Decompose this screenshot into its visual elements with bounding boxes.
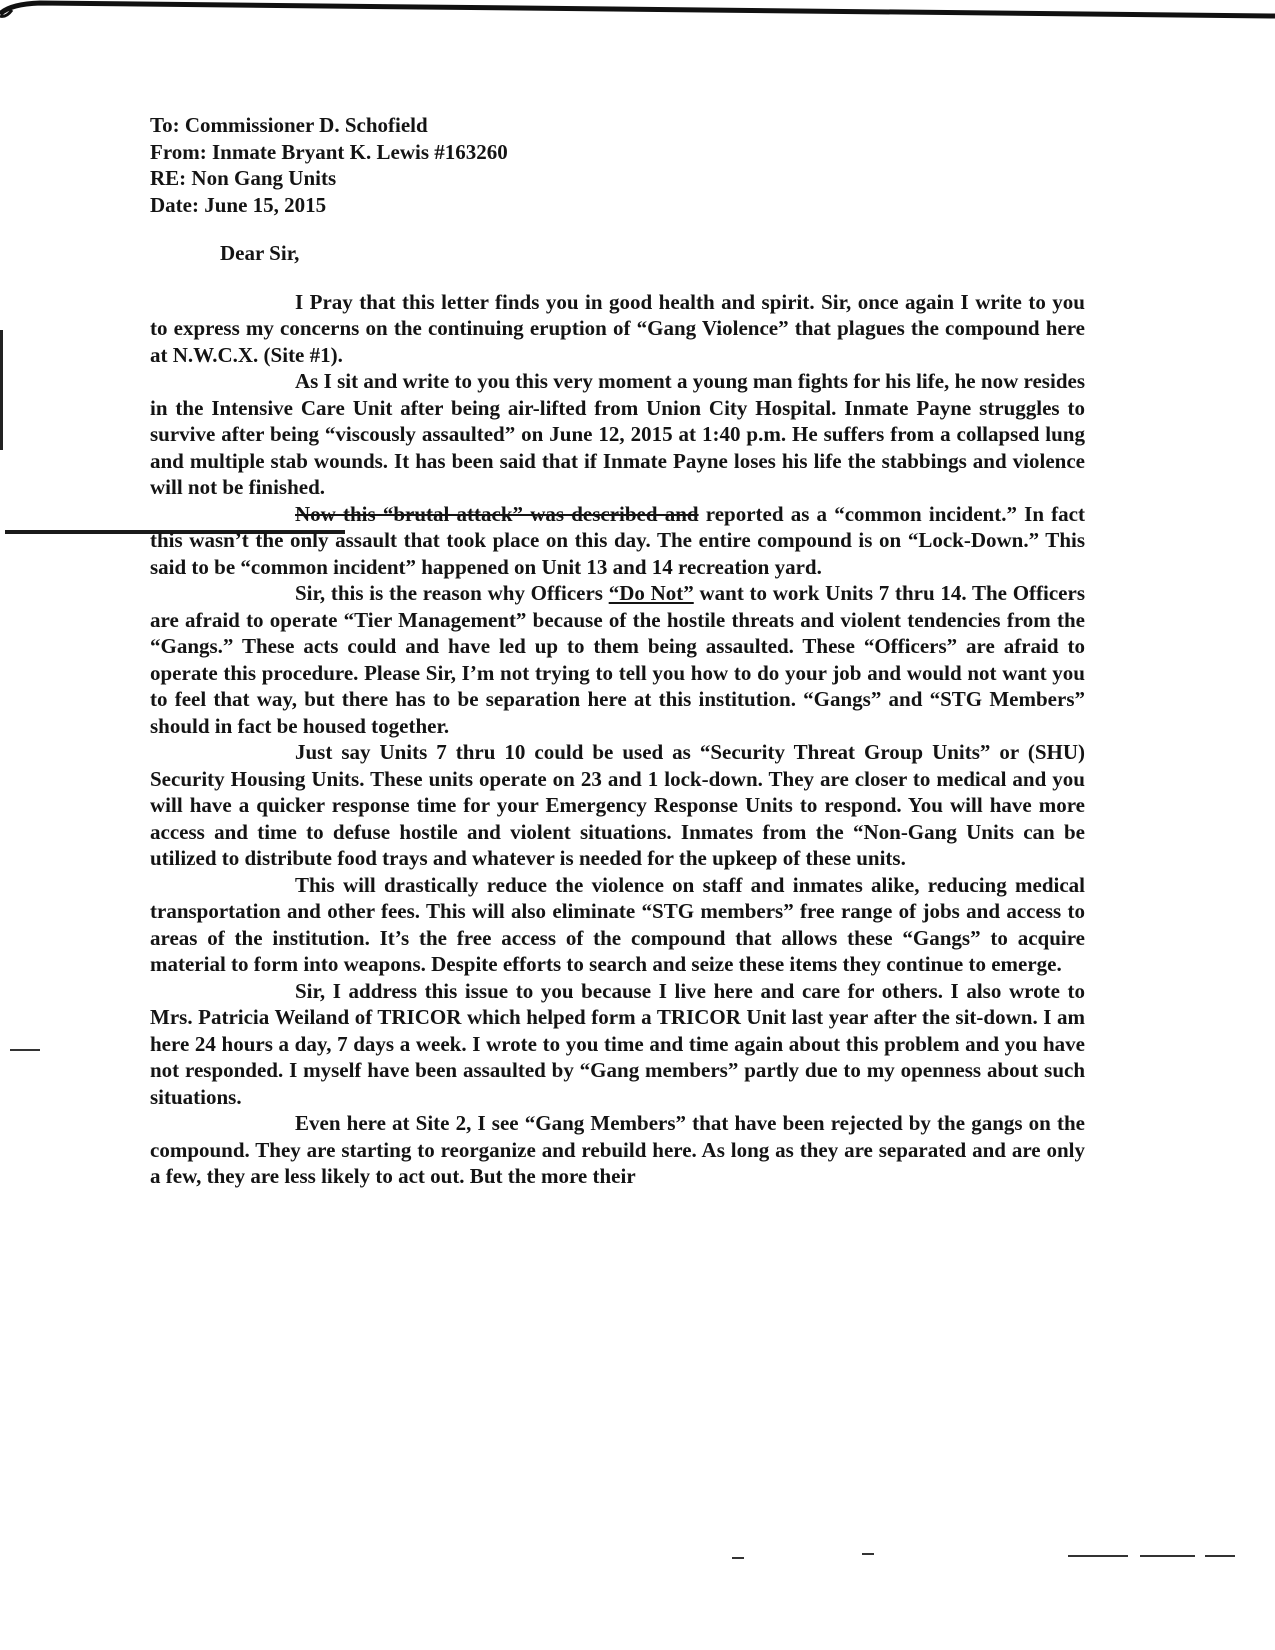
scan-dash [1205,1555,1235,1557]
paragraph: As I sit and write to you this very moment a young man fights for his life, he now resides in the Intensive Care Unit after being air-lifted from Union City Hospital. Inmate Payne struggles to survive after being “viscously assaulted” on June 12, 2015 at 1:40 p.m. He suffers from a collapsed lung and multiple stab wounds. It has been said that if Inmate Payne loses his life the stabbings and violence will not be finished. [150,369,1085,499]
paragraph-text: reported as a “common incident.” In fact this wasn’t the only assault that took place on this day. The entire compound is on “Lock-Down.” This said to be “common incident” happened on Unit 13 and 14 recreation yard. [150,501,1085,579]
paragraph: This will drastically reduce the violence on staff and inmates alike, reducing medical transportation and other fees. This will also eliminate “STG members” free range of jobs and access to areas of the institution. It’s the free access of the compound that allows these “Gangs” to acquire material to form into weapons. Despite efforts to search and seize these items they continue to emerge. [150,872,1085,976]
header-from: From: Inmate Bryant K. Lewis #163260 [150,139,508,164]
header-date: Date: June 15, 2015 [150,192,327,217]
paragraph: I Pray that this letter finds you in good health and spirit. Sir, once again I write to you to express my concerns on the continuing eruption of “Gang Violence” that plagues the compound here at N.W.C.X. (Site #1). [150,289,1085,367]
scan-top-edge [0,0,1275,40]
paragraph [150,501,1085,581]
paragraph-text: Sir, this is the reason why Officers [295,581,609,605]
scan-dash [1140,1555,1195,1557]
paragraph: Sir, I address this issue to you because I live here and care for others. I also wrote to Mrs. Patricia Weiland of TRICOR which helped form a TRICOR Unit last year after the sit-down. I am here 24 hours a day, 7 days a week. I wrote to you time and time again about this problem and you have not responded. I myself have been assaulted by “Gang members” partly due to my openness about such situations. [150,978,1085,1109]
paragraph [150,580,1085,739]
paragraph-text: want to work Units 7 thru 14. The Officers are afraid to operate “Tier Management” because of the hostile threats and violent tendencies from the “Gangs.” These acts could and have led up to them being assaulted. These “Officers” are afraid to operate this procedure. Please Sir, I’m not trying to tell you how to do your job and would not want you to feel that way, but there has to be separation here at this institution. “Gangs” and “STG Members” should in fact be housed together. [150,581,1085,738]
header-to: To: Commissioner D. Schofield [150,113,428,137]
salutation: Dear Sir, [220,241,300,265]
paragraph: Just say Units 7 thru 10 could be used as “Security Threat Group Units” or (SHU) Security Housing Units. These units operate on 23 and 1 lock-down. They are closer to medical and you will have a quicker response time for your Emergency Response Units to respond. You will have more access and time to defuse hostile and violent situations. Inmates from the “Non-Gang Units can be utilized to distribute food trays and whatever is needed for the upkeep of these units. [150,740,1085,870]
scan-dash [10,1049,40,1051]
scan-dash [732,1557,744,1559]
letter-header [150,112,1085,218]
letter-body [150,112,1085,1190]
paragraph: Even here at Site 2, I see “Gang Members” that have been rejected by the gangs on the compound. They are starting to reorganize and rebuild here. As long as they are separated and are only a few, they are less likely to act out. But the more their [150,1111,1085,1188]
scan-left-margin-mark [0,330,3,450]
scan-dash [1068,1555,1128,1557]
struck-text: Now this “brutal attack” was described and [295,501,699,526]
underlined-text: “Do Not” [608,581,694,605]
header-re: RE: Non Gang Units [150,166,337,190]
scan-dash [862,1553,874,1555]
